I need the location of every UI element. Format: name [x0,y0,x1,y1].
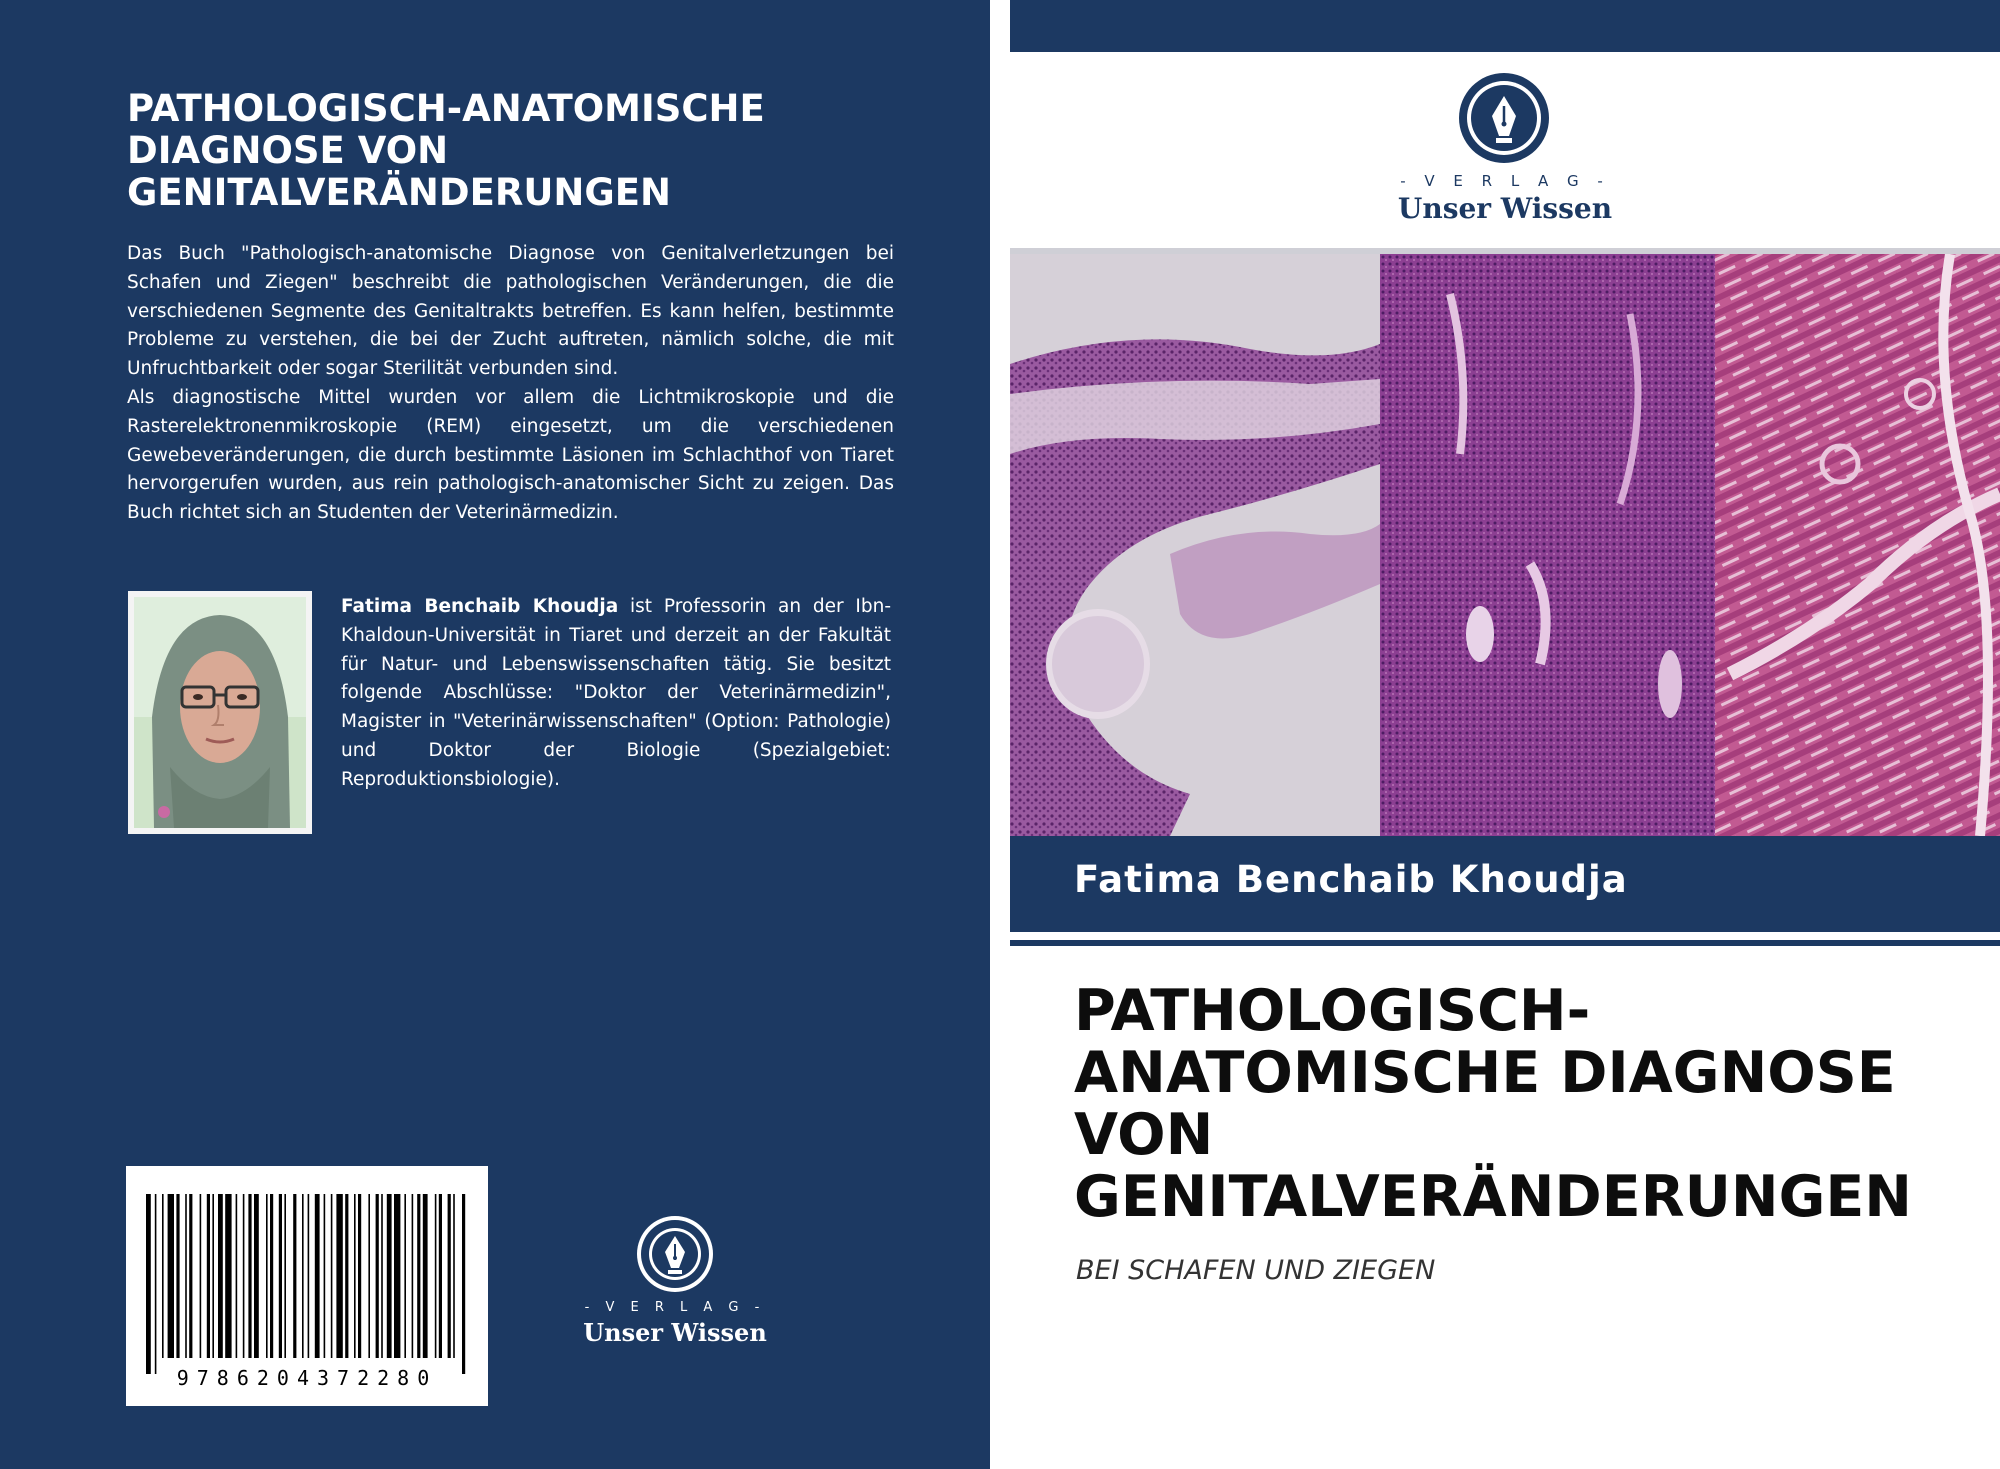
barcode-bar [302,1194,304,1358]
author-bio-name: Fatima Benchaib Khoudja [341,596,619,617]
back-cover [0,0,990,1469]
author-photo [128,591,312,834]
back-publisher-logo [580,1214,770,1354]
author-biography [341,593,891,795]
description-paragraph-2: Als diagnostische Mittel wurden vor allem die Lichtmikroskopie und die Rasterelektronenmikroskopie (REM) eingesetzt, um die verschiedenen Gewebeveränderungen, die durch bestimmte Läsionen im Schlachthof von Tiaret hervorgerufen wurden, aus rein pathologisch-anatomischer Sicht zu zeigen. Das Buch richtet sich an Studenten der Veterinärmedizin. [127,386,894,524]
barcode-bar [189,1194,192,1358]
barcode-bar [279,1194,282,1358]
barcode-bar [439,1194,442,1358]
barcode-bar [387,1194,392,1358]
barcode-bar [368,1194,370,1358]
barcode-bar [354,1194,356,1358]
barcode-bar [162,1194,164,1358]
fountain-pen-nib-icon [1458,72,1550,164]
barcode-bar [462,1194,465,1374]
barcode-bar [293,1194,296,1358]
barcode-bar [270,1194,273,1358]
barcode-bar [218,1194,223,1358]
barcode-bar [412,1194,414,1358]
author-band-rule [1010,940,2000,946]
barcode-bar [435,1194,437,1358]
author-bio-text: ist Professorin an der Ibn-Khaldoun-Universität in Tiaret und derzeit an der Fakultät für Natur- und Lebenswissenschaften tätig. Sie besitzt folgende Abschlüsse: "Doktor der Veterinärmedizin", Magister in "Veterinärwissenschaften" (Option: Pathologie) und Doktor der Biologie (Spezialgebiet: Reproduktionsbiologie). [341,596,891,790]
barcode-bar [308,1194,310,1358]
fountain-pen-nib-icon [635,1214,715,1294]
barcode-bars [146,1194,468,1374]
barcode-bar [394,1194,400,1358]
barcode-bar [243,1194,245,1358]
barcode-bar [168,1194,174,1358]
front-top-bar [1010,0,2000,52]
barcode-bar [315,1194,320,1358]
barcode-bar [155,1194,157,1374]
front-logo-name: Unser Wissen [1397,192,1613,225]
barcode-bar [453,1194,455,1358]
barcode-bar [331,1194,333,1358]
front-cover-subtitle: BEI SCHAFEN UND ZIEGEN [1076,1255,1436,1286]
back-logo-name: Unser Wissen [583,1318,767,1347]
histology-cover-image [1010,254,2000,836]
back-logo-verlag: - V E R L A G - [584,1300,766,1315]
isbn-barcode [126,1166,488,1406]
description-paragraph-1: Das Buch "Pathologisch-anatomische Diagnose von Genitalverletzungen bei Schafen und Ziegen" beschreibt die pathologischen Veränderungen, die die verschiedenen Segmente des Genitaltrakts betreffen. Es kann helfen, bestimmte Probleme zu verstehen, die bei der Zucht auftreten, nämlich solche, die mit Unfruchtbarkeit oder sogar Sterilität verbunden sind. [127,243,894,380]
barcode-bar [345,1194,348,1358]
barcode-bar [176,1194,179,1358]
barcode-bar [254,1194,259,1358]
barcode-bar [448,1194,451,1358]
barcode-bar [200,1194,202,1358]
barcode-bar [423,1194,428,1358]
barcode-bar [212,1194,214,1358]
barcode-bar [236,1194,238,1358]
front-cover [1010,0,2000,1469]
front-logo-verlag: - V E R L A G - [1400,172,1610,190]
book-description [127,240,894,528]
barcode-bar [284,1194,286,1358]
barcode-bar [324,1194,326,1358]
barcode-bar [381,1194,383,1358]
barcode-bar [248,1194,251,1358]
book-spine [990,0,1010,1469]
front-publisher-logo [1390,72,1620,232]
barcode-bar [376,1194,379,1358]
barcode-bar [225,1194,231,1358]
barcode-bar [266,1194,268,1358]
barcode-bar [358,1194,361,1358]
isbn-number: 9786204372280 [176,1366,438,1390]
front-cover-title: PATHOLOGISCH-ANATOMISCHE DIAGNOSE VON GENITALVERÄNDERUNGEN [1074,978,1912,1230]
barcode-bar [146,1194,151,1374]
barcode-bar [336,1194,342,1358]
barcode-bar [207,1194,210,1358]
barcode-bar [185,1194,187,1358]
barcode-bar [417,1194,420,1358]
front-author-name: Fatima Benchaib Khoudja [1074,858,1628,901]
back-cover-title: PATHOLOGISCH-ANATOMISCHE DIAGNOSE VON GENITALVERÄNDERUNGEN [127,87,765,214]
barcode-bar [404,1194,406,1358]
